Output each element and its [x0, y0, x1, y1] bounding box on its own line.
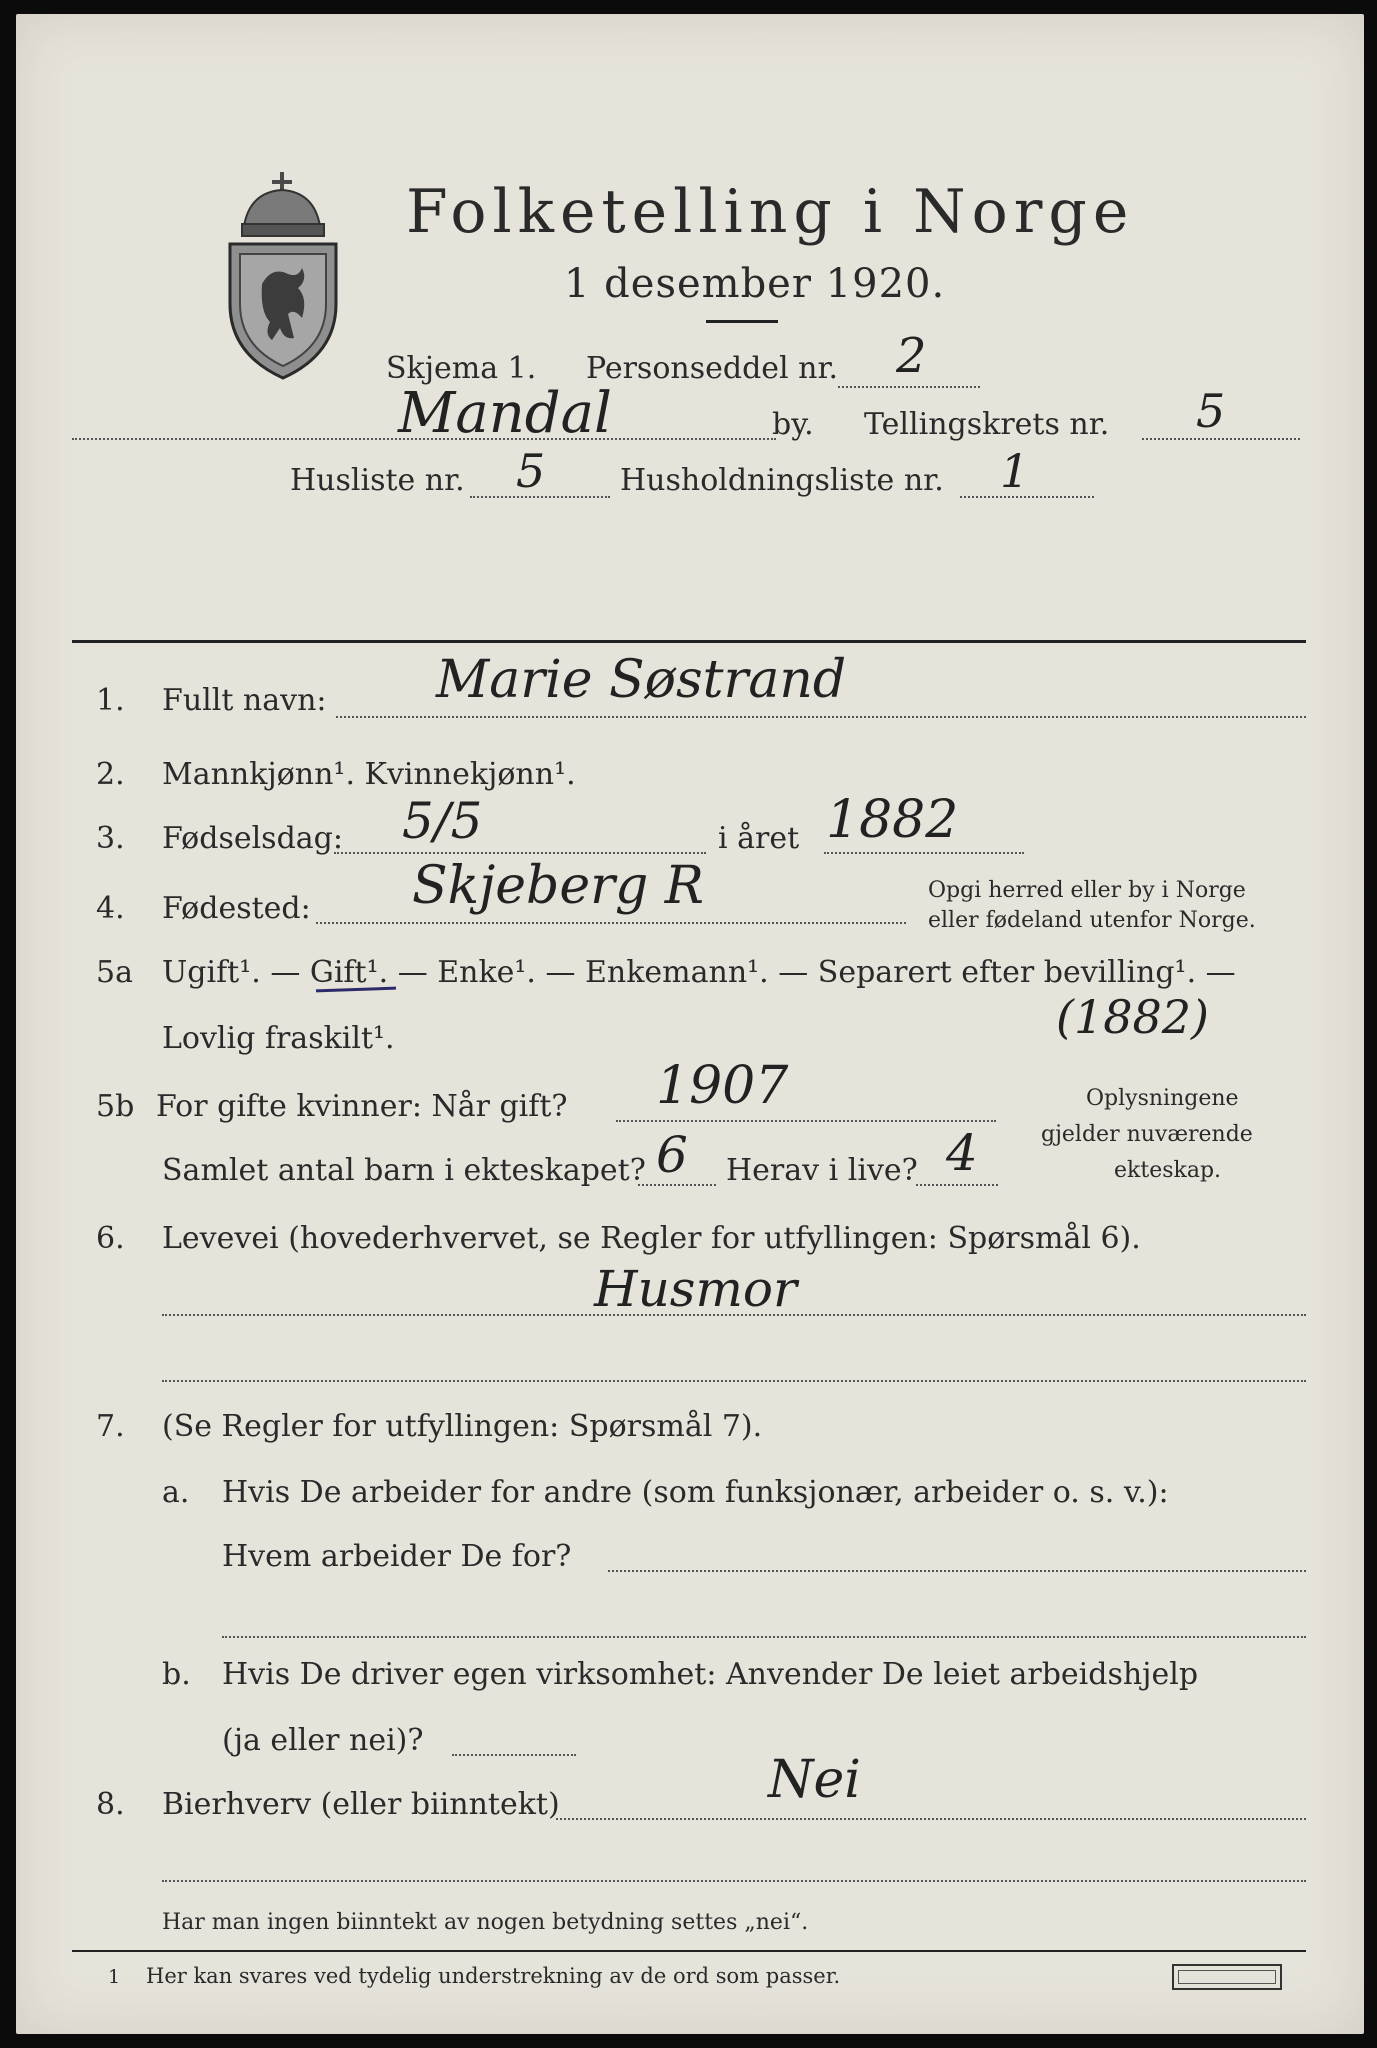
q7-number: 7. [96, 1409, 125, 1444]
q6-label: Levevei (hovederhvervet, se Regler for utfyllingen: Spørsmål 6). [162, 1221, 1141, 1256]
q2-number: 2. [96, 757, 125, 792]
q5a-annotation: (1882) [1056, 990, 1209, 1044]
q6-line-1 [162, 1314, 1306, 1316]
q7b-answer-line [452, 1754, 576, 1756]
q6-occupation[interactable]: Husmor [594, 1260, 797, 1318]
form-title: Folketelling i Norge [406, 177, 1135, 247]
tellingskrets-line [1142, 438, 1300, 440]
q8-number: 8. [96, 1787, 125, 1822]
footnote-text: Her kan svares ved tydelig understrekning av de ord som passer. [146, 1964, 841, 1988]
header-rule [72, 640, 1306, 643]
q1-full-name[interactable]: Marie Søstrand [436, 650, 847, 710]
husliste-value[interactable]: 5 [516, 444, 546, 498]
skjema-label: Skjema 1. [386, 351, 537, 386]
q4-birthplace[interactable]: Skjeberg R [412, 856, 704, 916]
q7a-line-1: Hvis De arbeider for andre (som funksjonær, arbeider o. s. v.): [222, 1475, 1169, 1510]
q2-label: Mannkjønn¹. Kvinnekjønn¹. [162, 757, 576, 792]
q6-line-2 [162, 1380, 1306, 1382]
q5b-note-1: Oplysningene [1086, 1086, 1239, 1111]
q7a-answer-line-2 [222, 1636, 1306, 1638]
by-label: by. [772, 407, 814, 442]
q5b-note-3: ekteskap. [1114, 1158, 1222, 1183]
q3-birth-day[interactable]: 5/5 [402, 792, 483, 850]
q5b-married-line [616, 1120, 996, 1122]
q8-value[interactable]: Nei [768, 1750, 861, 1810]
tellingskrets-label: Tellingskrets nr. [864, 407, 1110, 442]
q7b-line-1: Hvis De driver egen virksomhet: Anvender De leiet arbeidshjelp [222, 1657, 1199, 1692]
q4-label: Fødested: [162, 891, 311, 926]
footer-note: Har man ingen biinntekt av nogen betydning settes „nei“. [162, 1910, 809, 1935]
title-divider [706, 320, 778, 323]
q1-number: 1. [96, 683, 125, 718]
footnote-mark: 1 [108, 1966, 121, 1988]
q7b-line-2: (ja eller nei)? [222, 1723, 424, 1758]
q5b-number: 5b [96, 1089, 135, 1124]
q3-day-line [334, 852, 706, 854]
q1-line [336, 716, 1306, 718]
q3-label: Fødselsdag: [162, 821, 343, 856]
q5b-alive-label: Herav i live? [726, 1153, 918, 1188]
q5b-children-label: Samlet antal barn i ekteskapet? [162, 1153, 646, 1188]
q7a-answer-line-1 [608, 1570, 1306, 1572]
q3-year-line [824, 852, 1024, 854]
printer-stamp-icon [1172, 1964, 1282, 1990]
q7-label: (Se Regler for utfyllingen: Spørsmål 7). [162, 1409, 763, 1444]
q5b-note-2: gjelder nuværende [1041, 1122, 1253, 1147]
personseddel-line [838, 386, 980, 388]
q5b-alive-value[interactable]: 4 [946, 1124, 978, 1182]
q5b-alive-line [916, 1184, 998, 1186]
q5b-married-year[interactable]: 1907 [656, 1056, 789, 1116]
q1-label: Fullt navn: [162, 683, 327, 718]
q3-year-label: i året [718, 821, 800, 856]
husliste-label: Husliste nr. [290, 463, 465, 498]
q7a-number: a. [162, 1475, 190, 1510]
q5a-line-2: Lovlig fraskilt¹. [162, 1021, 395, 1056]
q8-label: Bierhverv (eller biinntekt) [162, 1787, 560, 1822]
q8-line-2 [162, 1880, 1306, 1882]
q4-note-2: eller fødeland utenfor Norge. [928, 908, 1256, 933]
q5a-number: 5a [96, 955, 133, 990]
personseddel-label: Personseddel nr. [586, 351, 839, 386]
q7b-number: b. [162, 1657, 191, 1692]
q4-note-1: Opgi herred eller by i Norge [928, 878, 1246, 903]
q5b-label: For gifte kvinner: Når gift? [156, 1089, 568, 1124]
husholdning-value[interactable]: 1 [1000, 444, 1030, 498]
q3-number: 3. [96, 821, 125, 856]
q4-number: 4. [96, 891, 125, 926]
q5a-marital-options: Ugift¹. — Gift¹. — Enke¹. — Enkemann¹. — Separert efter bevilling¹. — [162, 955, 1236, 990]
census-date: 1 desember 1920. [564, 261, 946, 307]
footer-rule [72, 1950, 1306, 1952]
personseddel-value[interactable]: 2 [896, 328, 927, 384]
coat-of-arms-icon [222, 164, 344, 384]
census-form-sheet [16, 14, 1364, 2034]
q5b-children-value[interactable]: 6 [656, 1126, 688, 1184]
q3-birth-year[interactable]: 1882 [826, 790, 959, 850]
city-value[interactable]: Mandal [398, 381, 612, 446]
q7a-line-2: Hvem arbeider De for? [222, 1539, 572, 1574]
husholdning-label: Husholdningsliste nr. [620, 463, 944, 498]
q4-line [316, 922, 906, 924]
q5b-children-line [638, 1184, 716, 1186]
q8-line [556, 1818, 1306, 1820]
q6-number: 6. [96, 1221, 125, 1256]
tellingskrets-value[interactable]: 5 [1196, 384, 1226, 438]
